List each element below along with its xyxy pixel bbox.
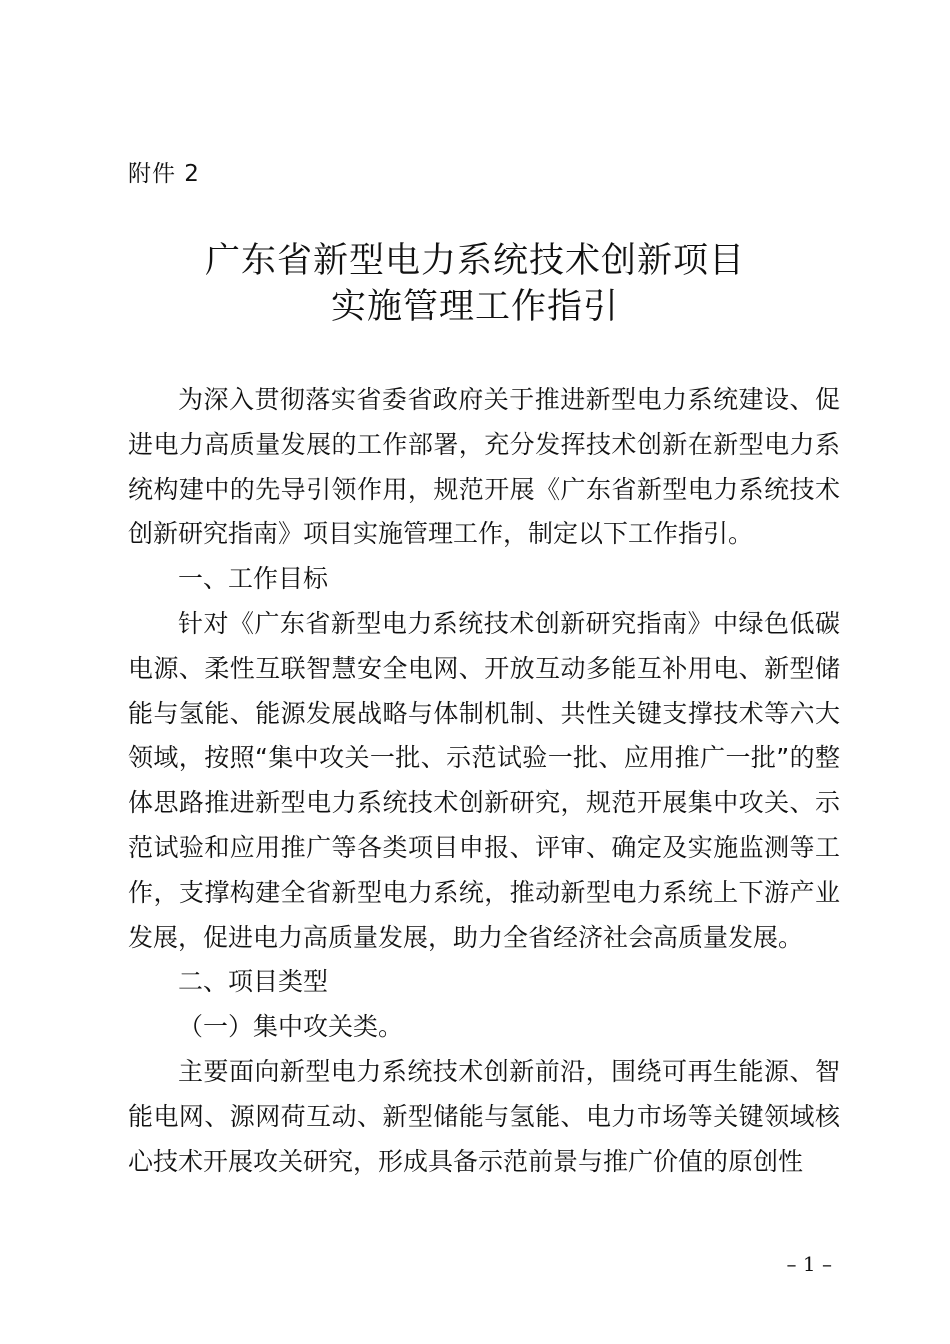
document-title-line-1: 广东省新型电力系统技术创新项目 [204, 241, 745, 281]
work-goal-paragraph: 针对《广东省新型电力系统技术创新研究指南》中绿色低碳电源、柔性互联智慧安全电网、开放互动多能互补用电、新型储能与氢能、能源发展战略与体制机制、共性关键支撑技术等六大领域，按照“集中攻关一批、示范试验一批、应用推广一批”的整体思路推进新型电力系统技术创新研究，规范开展集中攻关、示范试验和应用推广等各类项目申报、评审、确定及实施监测等工作，支撑构建全省新型电力系统，推动新型电力系统上下游产业发展，促进电力高质量发展，助力全省经济社会高质量发展。 [128, 608, 840, 952]
section-heading-work-goal: 一、工作目标 [178, 564, 329, 594]
intro-paragraph: 为深入贯彻落实省委省政府关于推进新型电力系统建设、促进电力高质量发展的工作部署，充分发挥技术创新在新型电力系统构建中的先导引领作用，规范开展《广东省新型电力系统技术创新研究指南》项目实施管理工作，制定以下工作指引。 [128, 385, 840, 549]
page-number: – 1 – [786, 1252, 832, 1276]
section-heading-project-types: 二、项目类型 [178, 967, 329, 997]
key-research-paragraph: 主要面向新型电力系统技术创新前沿，围绕可再生能源、智能电网、源网荷互动、新型储能与氢能、电力市场等关键领域核心技术开展攻关研究，形成具备示范前景与推广价值的原创性 [128, 1056, 840, 1176]
document-body [128, 378, 840, 1184]
document-title-line-2: 实施管理工作指引 [330, 287, 619, 327]
attachment-label: 附件 2 [128, 161, 200, 187]
subsection-heading-key-research: （一）集中攻关类。 [178, 1012, 404, 1042]
